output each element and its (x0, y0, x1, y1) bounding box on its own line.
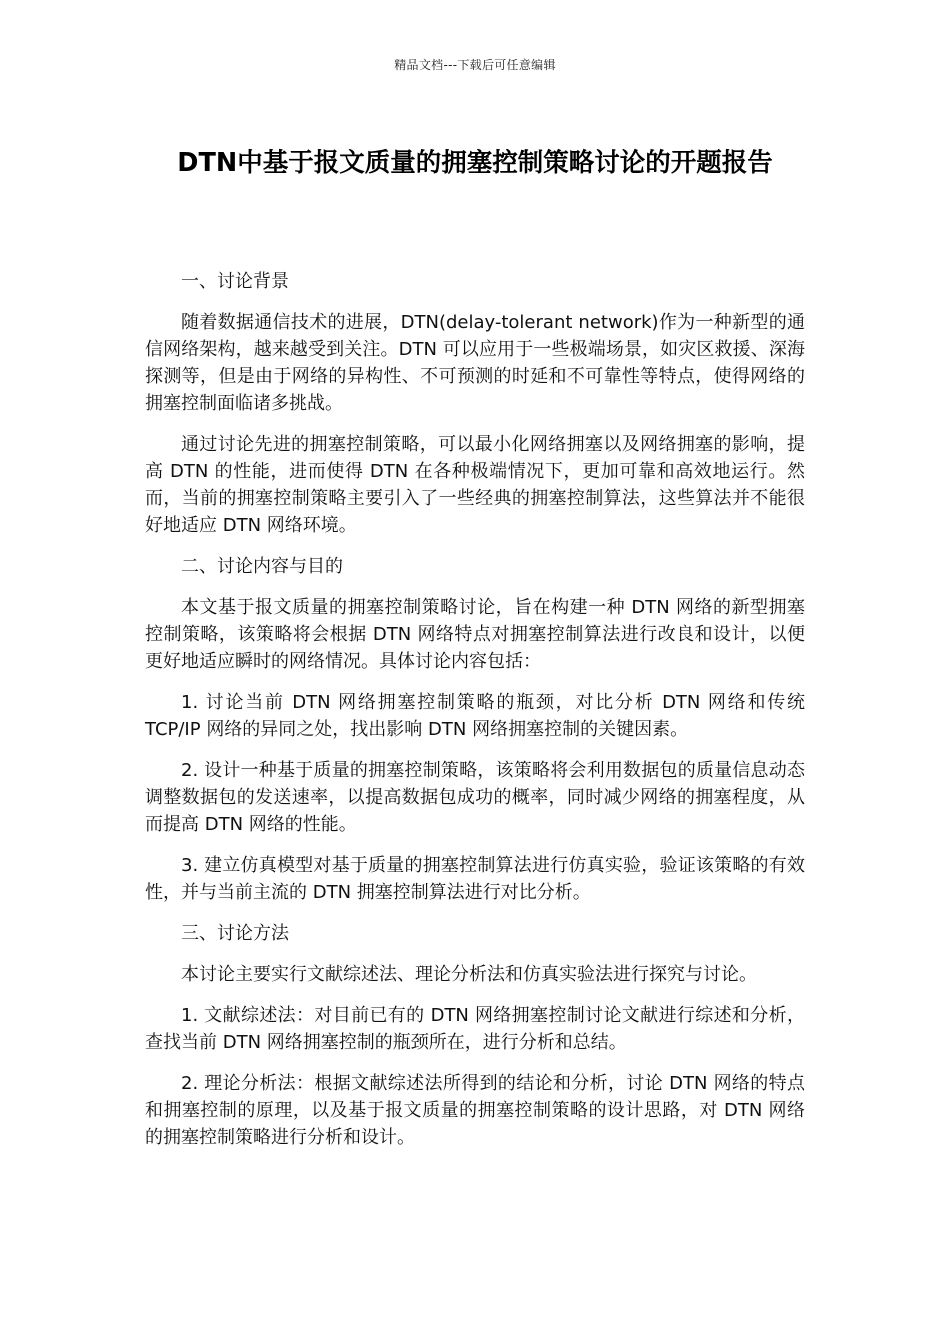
document-title: DTN中基于报文质量的拥塞控制策略讨论的开题报告 (177, 148, 773, 178)
section-heading-method: 三、讨论方法 (181, 923, 289, 944)
document-body (145, 268, 805, 1165)
list-item: 1. 讨论当前 DTN 网络拥塞控制策略的瓶颈，对比分析 DTN 网络和传统 TCP/IP 网络的异同之处，找出影响 DTN 网络拥塞控制的关键因素。 (145, 692, 805, 740)
paragraph: 本讨论主要实行文献综述法、理论分析法和仿真实验法进行探究与讨论。 (181, 964, 757, 985)
section-heading-background: 一、讨论背景 (181, 271, 289, 292)
page-header: 精品文档---下载后可任意编辑 (394, 58, 556, 72)
section-heading-content: 二、讨论内容与目的 (181, 556, 343, 577)
list-item: 1. 文献综述法：对目前已有的 DTN 网络拥塞控制讨论文献进行综述和分析，查找当前 DTN 网络拥塞控制的瓶颈所在，进行分析和总结。 (145, 1005, 805, 1053)
list-item: 2. 理论分析法：根据文献综述法所得到的结论和分析，讨论 DTN 网络的特点和拥塞控制的原理，以及基于报文质量的拥塞控制策略的设计思路，对 DTN 网络的拥塞控制策略进行分析和设计。 (145, 1073, 805, 1148)
list-item: 2. 设计一种基于质量的拥塞控制策略，该策略将会利用数据包的质量信息动态调整数据包的发送速率，以提高数据包成功的概率，同时减少网络的拥塞程度，从而提高 DTN 网络的性能。 (145, 760, 805, 835)
list-item: 3. 建立仿真模型对基于质量的拥塞控制算法进行仿真实验，验证该策略的有效性，并与当前主流的 DTN 拥塞控制算法进行对比分析。 (145, 855, 805, 903)
paragraph: 随着数据通信技术的进展，DTN(delay-tolerant network)作为一种新型的通信网络架构，越来越受到关注。DTN 可以应用于一些极端场景，如灾区救援、深海探测等，但是由于网络的异构性、不可预测的时延和不可靠性等特点，使得网络的拥塞控制面临诸多挑战。 (145, 312, 805, 414)
paragraph: 本文基于报文质量的拥塞控制策略讨论，旨在构建一种 DTN 网络的新型拥塞控制策略，该策略将会根据 DTN 网络特点对拥塞控制算法进行改良和设计，以便更好地适应瞬时的网络情况。具体讨论内容包括： (145, 597, 805, 672)
paragraph: 通过讨论先进的拥塞控制策略，可以最小化网络拥塞以及网络拥塞的影响，提高 DTN 的性能，进而使得 DTN 在各种极端情况下，更加可靠和高效地运行。然而，当前的拥塞控制策略主要引入了一些经典的拥塞控制算法，这些算法并不能很好地适应 DTN 网络环境。 (145, 434, 805, 536)
